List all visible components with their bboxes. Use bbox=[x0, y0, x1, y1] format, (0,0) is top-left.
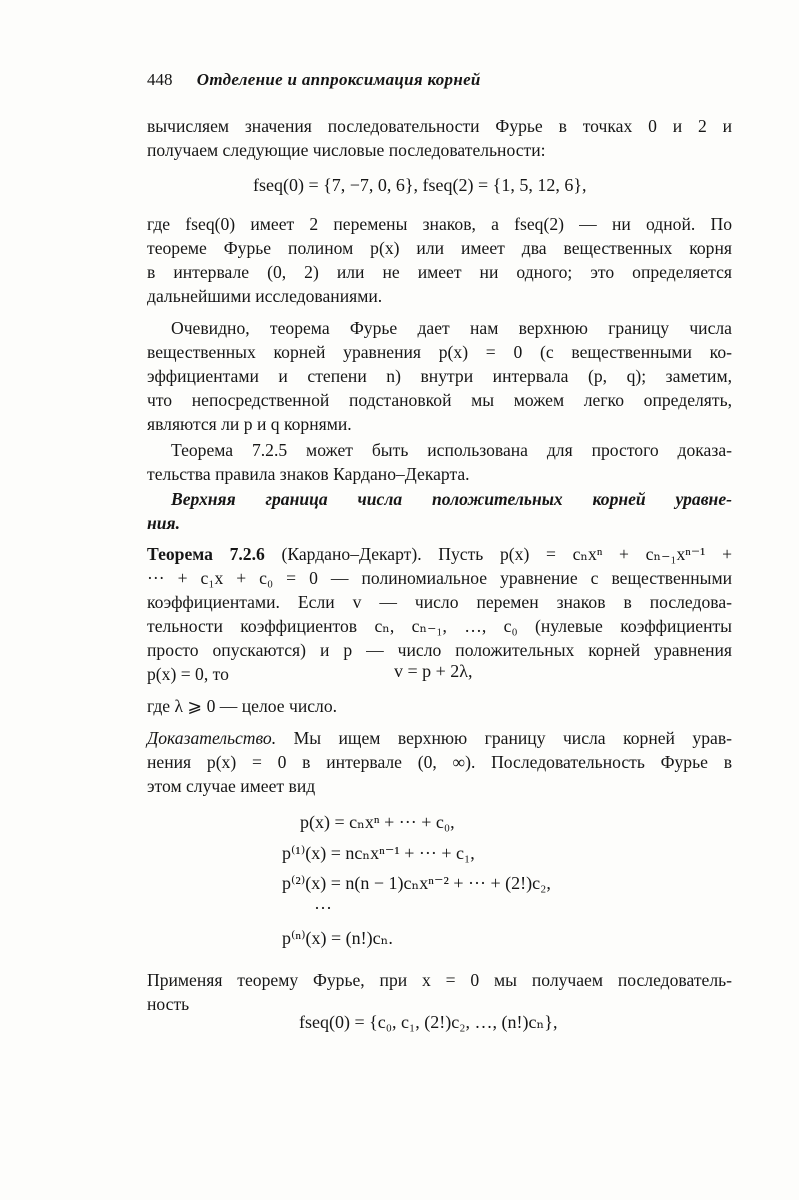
text-line: вычисляем значения последовательности Фурье в точках 0 и 2 и bbox=[147, 116, 732, 136]
text-line: теореме Фурье полином p(x) или имеет два вещественных корня bbox=[147, 238, 732, 258]
fourier-seq-ellipsis: ··· bbox=[314, 898, 332, 918]
theorem-line: коэффициентами. Если v — число перемен знаков в последова- bbox=[147, 592, 732, 612]
proof-line: этом случае имеет вид bbox=[147, 776, 316, 796]
theorem-line: p(x) = 0, то bbox=[147, 664, 229, 684]
page-number: 448 bbox=[147, 70, 173, 89]
text-line: тельства правила знаков Кардано–Декарта. bbox=[147, 464, 470, 484]
text-line: ность bbox=[147, 994, 190, 1014]
section-heading: Верхняя граница числа положительных корней уравне- bbox=[171, 489, 732, 509]
text-line: дальнейшими исследованиями. bbox=[147, 286, 383, 306]
text-line: Очевидно, теорема Фурье дает нам верхнюю границу числа bbox=[171, 318, 732, 338]
theorem-line: где λ ⩾ 0 — целое число. bbox=[147, 696, 338, 716]
fourier-seq-line: p(x) = cₙxⁿ + ··· + c₀, bbox=[300, 812, 455, 832]
proof-text: Мы ищем верхнюю границу числа корней урав- bbox=[276, 728, 732, 748]
text-line: вещественных корней уравнения p(x) = 0 (с вещественными ко- bbox=[147, 342, 732, 362]
proof-line bbox=[147, 726, 732, 750]
text-line: Применяя теорему Фурье, при x = 0 мы получаем последователь- bbox=[147, 970, 732, 990]
theorem-line: ··· + c₁x + c₀ = 0 — полиномиальное уравнение с вещественными bbox=[147, 568, 732, 588]
text-line: в интервале (0, 2) или не имеет ни одного; это определяется bbox=[147, 262, 732, 282]
text-line: Теорема 7.2.5 может быть использована для простого доказа- bbox=[171, 440, 732, 460]
running-title: Отделение и аппроксимация корней bbox=[196, 70, 481, 89]
section-heading: ния. bbox=[147, 513, 181, 533]
theorem-line bbox=[147, 542, 732, 566]
text-line: что непосредственной подстановкой мы можем легко определять, bbox=[147, 390, 732, 410]
running-header bbox=[147, 70, 481, 90]
theorem-label: Теорема 7.2.6 bbox=[147, 544, 265, 564]
text-line: являются ли p и q корнями. bbox=[147, 414, 352, 434]
equation-cardano: v = p + 2λ, bbox=[394, 661, 473, 681]
proof-label: Доказательство. bbox=[147, 728, 277, 748]
text-line: где fseq(0) имеет 2 перемены знаков, а fseq(2) — ни одной. По bbox=[147, 214, 732, 234]
fourier-seq-line: p⁽ⁿ⁾(x) = (n!)cₙ. bbox=[282, 928, 393, 948]
theorem-line: тельности коэффициентов cₙ, cₙ₋₁, …, c₀ (нулевые коэффициенты bbox=[147, 616, 732, 636]
equation-fseq-zero: fseq(0) = {c₀, c₁, (2!)c₂, …, (n!)cₙ}, bbox=[299, 1012, 558, 1032]
fourier-seq-line: p⁽¹⁾(x) = ncₙxⁿ⁻¹ + ··· + c₁, bbox=[282, 843, 475, 863]
theorem-line: просто опускаются) и p — число положительных корней уравнения bbox=[147, 640, 732, 660]
equation-fseq: fseq(0) = {7, −7, 0, 6}, fseq(2) = {1, 5, 12, 6}, bbox=[253, 175, 587, 195]
theorem-text: (Кардано–Декарт). Пусть p(x) = cₙxⁿ + cₙ₋₁xⁿ⁻¹ + bbox=[264, 544, 732, 564]
text-line: эффициентами и степени n) внутри интервала (p, q); заметим, bbox=[147, 366, 732, 386]
fourier-seq-line: p⁽²⁾(x) = n(n − 1)cₙxⁿ⁻² + ··· + (2!)c₂, bbox=[282, 873, 551, 893]
text-line: получаем следующие числовые последовательности: bbox=[147, 140, 546, 160]
proof-line: нения p(x) = 0 в интервале (0, ∞). Последовательность Фурье в bbox=[147, 752, 732, 772]
